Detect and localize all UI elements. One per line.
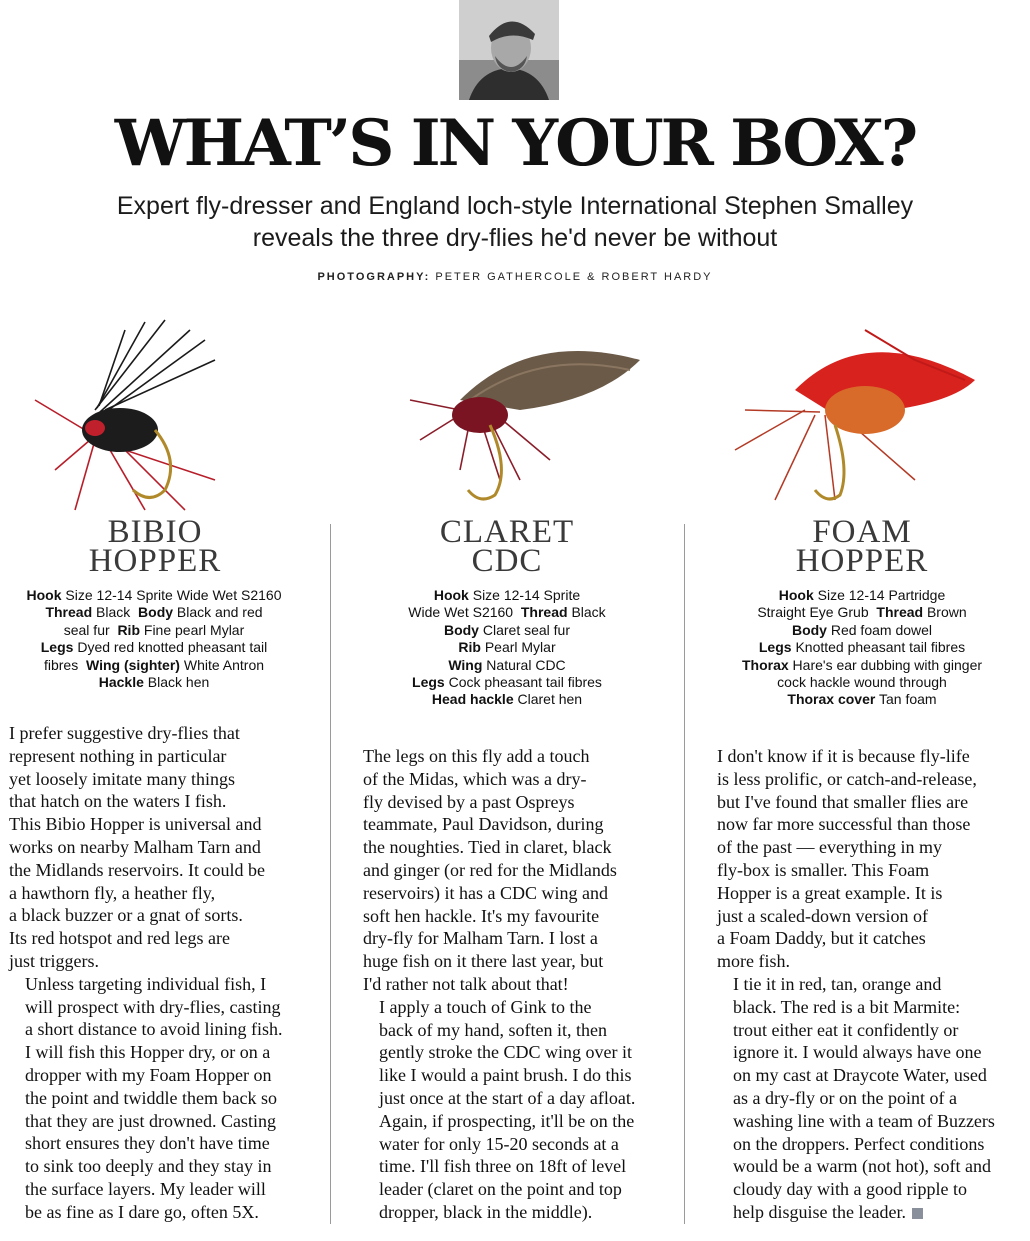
spec-value: Hare's ear dubbing with ginger xyxy=(788,656,983,673)
body-line: more fish. xyxy=(717,951,790,972)
body-line: would be a warm (not hot), soft and xyxy=(733,1156,991,1177)
spec-key: Legs xyxy=(758,639,792,656)
spec-line xyxy=(702,691,1022,708)
spec-key: Rib xyxy=(458,639,481,656)
spec-key: Rib xyxy=(117,621,140,638)
body-line: represent nothing in particular xyxy=(9,745,227,766)
spec-key: Head hackle xyxy=(431,691,514,708)
body-paragraph xyxy=(9,722,324,973)
spec-key: Body xyxy=(791,621,827,638)
body-line: trout either eat it confidently or xyxy=(733,1019,959,1040)
photo-credit xyxy=(0,271,1030,283)
spec-line xyxy=(347,691,667,708)
spec-value: Black xyxy=(92,604,139,621)
body-line: ignore it. I would always have one xyxy=(733,1042,982,1063)
spec-line xyxy=(702,639,1022,656)
fly-title-line: BIBIO xyxy=(107,514,203,550)
spec-line xyxy=(702,622,1022,639)
body-line: soft hen hackle. It's my favourite xyxy=(363,905,600,926)
spec-key: Body xyxy=(443,621,479,638)
spec-value: Red foam dowel xyxy=(826,621,933,638)
body-text-claret-cdc xyxy=(363,745,678,1224)
body-line: and ginger (or red for the Midlands xyxy=(363,859,617,880)
fly-title-line: HOPPER xyxy=(88,543,222,579)
fly-title-claret-cdc xyxy=(347,514,667,579)
standfirst-line: Expert fly-dresser and England loch-style International Stephen Smalley xyxy=(116,192,914,220)
fly-title-foam-hopper xyxy=(702,514,1022,579)
spec-line xyxy=(0,639,314,656)
standfirst xyxy=(0,190,1030,254)
body-line: a hawthorn fly, a heather fly, xyxy=(9,882,216,903)
body-line: to sink too deeply and they stay in xyxy=(25,1156,272,1177)
body-line: a Foam Daddy, but it catches xyxy=(717,928,926,949)
spec-key: Hook xyxy=(26,587,62,603)
spec-value: Black hen xyxy=(143,674,210,691)
fly-title-line: CDC xyxy=(471,543,543,579)
body-line: This Bibio Hopper is universal and xyxy=(9,814,262,835)
body-line: The legs on this fly add a touch xyxy=(363,746,590,766)
column-rule xyxy=(684,524,685,1224)
body-line: leader (claret on the point and top xyxy=(379,1179,622,1200)
body-paragraph xyxy=(9,1041,324,1223)
body-paragraph xyxy=(363,996,678,1224)
credit-label: PHOTOGRAPHY: xyxy=(317,271,431,283)
body-line: Again, if prospecting, it'll be on the xyxy=(379,1110,635,1131)
spec-line xyxy=(0,674,314,691)
column-rule xyxy=(330,524,331,1224)
spec-key: Wing xyxy=(448,656,483,673)
standfirst-line: reveals the three dry-flies he'd never be without xyxy=(252,224,778,252)
body-line: short ensures they don't have time xyxy=(25,1133,270,1154)
credit-names: PETER GATHERCOLE & ROBERT HARDY xyxy=(435,271,713,283)
body-line: be as fine as I dare go, often 5X. xyxy=(25,1201,259,1222)
spec-key: Hook xyxy=(778,587,814,603)
spec-value: Tan foam xyxy=(875,691,937,708)
body-line: I will fish this Hopper dry, or on a xyxy=(25,1042,271,1063)
headline: WHAT’S IN YOUR BOX? xyxy=(114,106,916,181)
spec-value: fibres xyxy=(43,656,86,673)
spec-value: Pearl Mylar xyxy=(480,639,556,656)
spec-line xyxy=(0,657,314,674)
spec-key: Hook xyxy=(433,587,469,603)
body-line: as a dry-fly or on the point of a xyxy=(733,1087,957,1108)
body-line: I don't know if it is because fly-life xyxy=(717,746,970,766)
spec-value: Size 12-14 Sprite xyxy=(468,587,581,603)
spec-key: Wing (sighter) xyxy=(85,656,180,673)
body-paragraph xyxy=(363,745,678,996)
body-line: Hopper is a great example. It is xyxy=(717,882,943,903)
body-line: that hatch on the waters I fish. xyxy=(9,791,227,812)
spec-value: Claret hen xyxy=(513,691,583,708)
body-line: teammate, Paul Davidson, during xyxy=(363,814,604,835)
body-line: dropper, black in the middle). xyxy=(379,1201,593,1222)
spec-value: seal fur xyxy=(63,621,118,638)
body-paragraph xyxy=(9,973,324,1041)
body-line: yet loosely imitate many things xyxy=(9,768,235,789)
fly-spec-claret-cdc xyxy=(347,587,667,709)
body-line: a black buzzer or a gnat of sorts. xyxy=(9,905,243,926)
body-line: I'd rather not talk about that! xyxy=(363,973,569,994)
body-line: like I would a paint brush. I do this xyxy=(379,1065,632,1086)
body-line: Unless targeting individual fish, I xyxy=(25,973,267,994)
fly-spec-foam-hopper xyxy=(702,587,1022,709)
spec-value: Black xyxy=(567,604,606,621)
body-line: just triggers. xyxy=(9,950,99,971)
body-paragraph xyxy=(717,973,1027,1224)
spec-line xyxy=(347,657,667,674)
body-line: dry-fly for Malham Tarn. I lost a xyxy=(363,928,598,949)
fly-title-line: HOPPER xyxy=(795,543,929,579)
body-line: on the droppers. Perfect conditions xyxy=(733,1133,985,1154)
fly-title-line: CLARET xyxy=(439,514,575,550)
spec-value: Claret seal fur xyxy=(478,621,571,638)
spec-value: cock hackle wound through xyxy=(777,674,947,691)
author-portrait xyxy=(459,0,559,100)
body-paragraph xyxy=(717,745,1027,973)
spec-line xyxy=(347,639,667,656)
spec-value: White Antron xyxy=(179,656,265,673)
body-line: dropper with my Foam Hopper on xyxy=(25,1064,272,1085)
spec-line xyxy=(0,587,314,604)
spec-value: Size 12-14 Partridge xyxy=(813,587,946,603)
foam-hopper-photo xyxy=(715,300,1015,515)
body-line: black. The red is a bit Marmite: xyxy=(733,996,961,1017)
body-line: the surface layers. My leader will xyxy=(25,1178,266,1199)
body-line: on my cast at Draycote Water, used xyxy=(733,1065,987,1086)
body-line: will prospect with dry-flies, casting xyxy=(25,996,281,1017)
body-line: help disguise the leader. xyxy=(717,1201,1027,1224)
body-line: of the Midas, which was a dry- xyxy=(363,768,587,789)
end-mark-icon xyxy=(912,1208,923,1219)
body-line: I tie it in red, tan, orange and xyxy=(733,973,942,994)
spec-line xyxy=(347,622,667,639)
body-line: just once at the start of a day afloat. xyxy=(379,1087,636,1108)
body-line: a short distance to avoid lining fish. xyxy=(25,1019,283,1040)
body-line: that they are just drowned. Casting xyxy=(25,1110,276,1131)
body-line: washing line with a team of Buzzers xyxy=(733,1110,995,1131)
body-line: water for only 15-20 seconds at a xyxy=(379,1133,619,1154)
body-line: I prefer suggestive dry-flies that xyxy=(9,723,240,743)
spec-value: Size 12-14 Sprite Wide Wet S2160 xyxy=(61,587,282,603)
body-line: works on nearby Malham Tarn and xyxy=(9,836,261,857)
body-line: but I've found that smaller flies are xyxy=(717,791,969,812)
spec-line xyxy=(0,604,314,621)
body-line: Its red hotspot and red legs are xyxy=(9,928,230,949)
body-line: now far more successful than those xyxy=(717,814,971,835)
spec-value: Black and red xyxy=(173,604,263,621)
spec-key: Thread xyxy=(520,604,568,621)
spec-key: Thread xyxy=(876,604,924,621)
body-text-foam-hopper xyxy=(717,745,1027,1224)
fly-title-line: FOAM xyxy=(812,514,912,550)
spec-line xyxy=(702,604,1022,621)
spec-value: Dyed red knotted pheasant tail xyxy=(73,639,268,656)
spec-key: Hackle xyxy=(98,674,144,691)
spec-key: Thorax cover xyxy=(787,691,876,708)
body-line: the Midlands reservoirs. It could be xyxy=(9,859,265,880)
body-line: the noughties. Tied in claret, black xyxy=(363,837,612,858)
spec-line xyxy=(0,622,314,639)
body-line: huge fish on it there last year, but xyxy=(363,951,604,972)
body-text-bibio-hopper xyxy=(9,722,324,1224)
body-line: gently stroke the CDC wing over it xyxy=(379,1042,632,1063)
spec-line xyxy=(702,587,1022,604)
spec-line xyxy=(347,587,667,604)
body-line: time. I'll fish three on 18ft of level xyxy=(379,1156,627,1177)
spec-line xyxy=(702,674,1022,691)
body-line: of the past — everything in my xyxy=(717,837,942,858)
spec-key: Body xyxy=(138,604,174,621)
body-line: back of my hand, soften it, then xyxy=(379,1019,607,1040)
fly-spec-bibio-hopper xyxy=(0,587,314,691)
spec-key: Legs xyxy=(412,674,445,691)
claret-cdc-photo xyxy=(400,300,700,515)
spec-line xyxy=(702,657,1022,674)
body-line: cloudy day with a good ripple to xyxy=(733,1179,967,1200)
spec-line xyxy=(347,674,667,691)
spec-key: Legs xyxy=(40,639,74,656)
body-line: fly-box is smaller. This Foam xyxy=(717,859,930,880)
spec-value: Knotted pheasant tail fibres xyxy=(791,639,966,656)
body-line: reservoirs) it has a CDC wing and xyxy=(363,882,608,903)
spec-key: Thorax xyxy=(741,656,789,673)
spec-value: Brown xyxy=(923,604,967,621)
fly-title-bibio-hopper xyxy=(0,514,315,579)
body-line: just a scaled-down version of xyxy=(717,905,928,926)
spec-value: Fine pearl Mylar xyxy=(140,621,245,638)
bibio-hopper-photo xyxy=(15,300,315,515)
spec-line xyxy=(347,604,667,621)
spec-value: Cock pheasant tail fibres xyxy=(444,674,602,691)
body-line: fly devised by a past Ospreys xyxy=(363,791,575,812)
spec-value: Wide Wet S2160 xyxy=(408,604,521,621)
body-line: the point and twiddle them back so xyxy=(25,1087,277,1108)
spec-key: Thread xyxy=(45,604,93,621)
spec-value: Natural CDC xyxy=(482,656,566,673)
spec-value: Straight Eye Grub xyxy=(757,604,877,621)
body-line: I apply a touch of Gink to the xyxy=(379,996,592,1017)
body-line: is less prolific, or catch-and-release, xyxy=(717,768,977,789)
